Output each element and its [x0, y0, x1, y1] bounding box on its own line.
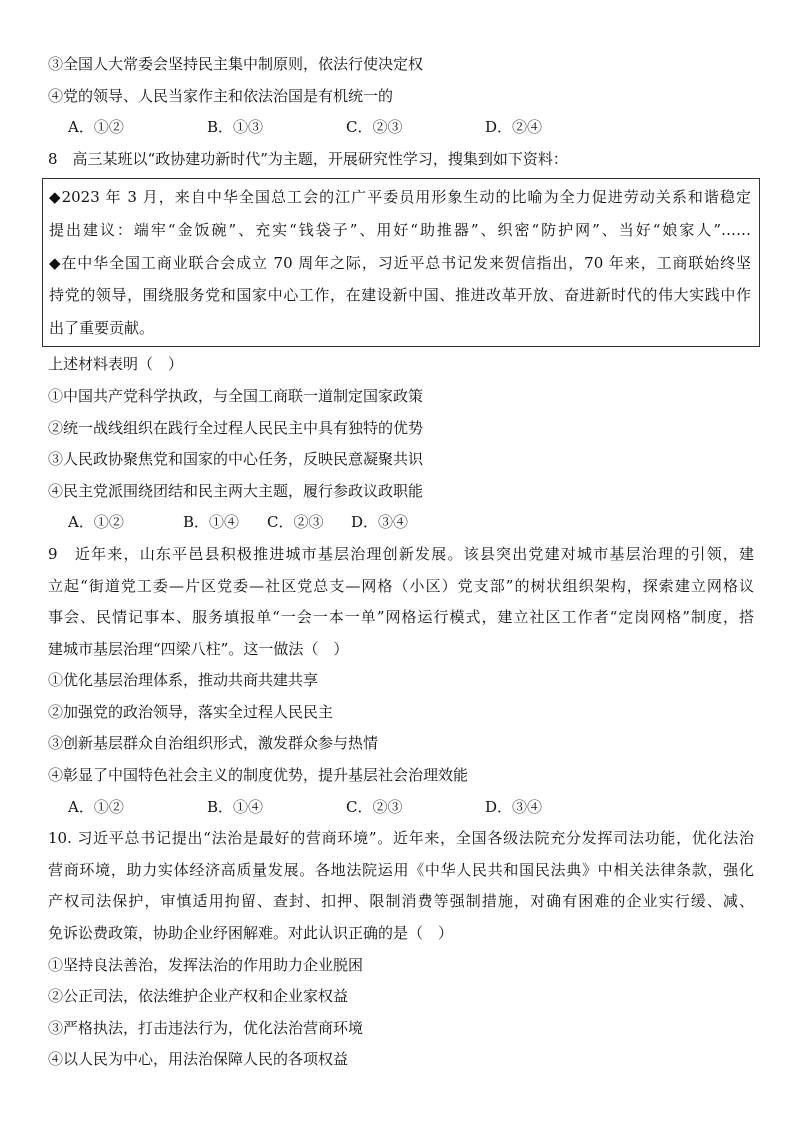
q7-option-b[interactable]: B．①③ [207, 118, 264, 137]
q8-material-box [42, 178, 760, 347]
q9-option-c[interactable]: C．②③ [346, 797, 403, 816]
q9-option-b[interactable]: B．①④ [207, 797, 264, 816]
q9-options [48, 792, 754, 824]
q7-option-a[interactable]: A．①② [68, 118, 124, 137]
q7-item-4: ④党的领导、人民当家作主和依法治国是有机统一的 [48, 86, 394, 105]
q8-material-line: 提出建议：端牢“金饭碗”、充实“钱袋子”、用好“助推器”、织密“防护网”、当好“娘家人”…… [49, 220, 751, 239]
q8-item-2: ②统一战线组织在践行全过程人民民主中具有独特的优势 [48, 418, 424, 437]
q8-option-a[interactable]: A．①② [68, 513, 124, 532]
q7-item-3: ③全国人大常委会坚持民主集中制原则，依法行使决定权 [48, 55, 424, 73]
q8-item-4: ④民主党派围绕团结和民主两大主题，履行参政议政职能 [48, 481, 424, 500]
q7-options [48, 112, 754, 144]
q9-stem-line: 建城市基层治理“四梁八柱”。这一做法（ ） [48, 639, 349, 658]
q10-item-3: ③严格执法，打击违法行为，优化法治营商环境 [48, 1018, 364, 1037]
q7-option-d[interactable]: D．②④ [485, 118, 543, 137]
q10-stem-line: 产权司法保护，审慎适用拘留、查封、扣押、限制消费等强制措施，对确有困难的企业实行缓、减、 [48, 892, 754, 911]
q9-stem-line: 9 近年来，山东平邑县积极推进城市基层治理创新发展。该县突出党建对城市基层治理的引领，建 [48, 544, 754, 563]
q8-material-line: 持党的领导，围绕服务党和国家中心工作，在建设新中国、推进改革开放、奋进新时代的伟大实践中作 [49, 286, 751, 305]
q8-question: 上述材料表明（ ） [48, 355, 184, 374]
q10-item-1: ①坚持良法善治，发挥法治的作用助力企业脱困 [48, 955, 364, 974]
q8-material-line: 出了重要贡献。 [49, 318, 155, 337]
q8-option-b[interactable]: B．①④ [183, 513, 240, 532]
q10-item-4: ④以人民为中心，用法治保障人民的各项权益 [48, 1050, 349, 1069]
q10-stem-line: 免诉讼费政策，协助企业纾困解难。对此认识正确的是（ ） [48, 924, 454, 943]
q9-stem-line: 事会、民情记事本、服务填报单“一会一本一单”网格运行模式，建立社区工作者“定岗网格”制度，搭 [48, 608, 754, 627]
q8-material-line: ◆在中华全国工商业联合会成立 70 周年之际，习近平总书记发来贺信指出，70 年来，工商联始终坚 [49, 253, 751, 272]
q9-item-1: ①优化基层治理体系，推动共商共建共享 [48, 671, 319, 690]
q10-stem-line: 10. 习近平总书记提出“法治是最好的营商环境”。近年来，全国各级法院充分发挥司法功能，优化法治 [48, 829, 754, 848]
q9-item-3: ③创新基层群众自治组织形式，激发群众参与热情 [48, 734, 379, 753]
q9-option-a[interactable]: A．①② [68, 797, 124, 816]
q8-item-1: ①中国共产党科学执政，与全国工商联一道制定国家政策 [48, 386, 424, 405]
q9-item-4: ④彰显了中国特色社会主义的制度优势，提升基层社会治理效能 [48, 766, 469, 785]
q8-stem: 8 高三某班以“政协建功新时代”为主题，开展研究性学习，搜集到如下资料： [48, 149, 568, 168]
q10-stem-line: 营商环境，助力实体经济高质量发展。各地法院运用《中华人民共和国民法典》中相关法律条款，强化 [48, 860, 754, 879]
q8-option-c[interactable]: C．②③ [267, 513, 324, 532]
q8-option-d[interactable]: D．③④ [351, 513, 409, 532]
q9-option-d[interactable]: D．③④ [485, 797, 543, 816]
exam-page [48, 49, 754, 1076]
q8-options [48, 507, 754, 539]
q8-material-line: ◆2023 年 3 月，来自中华全国总工会的江广平委员用形象生动的比喻为全力促进劳动关系和谐稳定 [49, 188, 751, 207]
q10-item-2: ②公正司法，依法维护企业产权和企业家权益 [48, 987, 349, 1006]
q9-item-2: ②加强党的政治领导，落实全过程人民民主 [48, 702, 334, 721]
q8-item-3: ③人民政协聚焦党和国家的中心任务，反映民意凝聚共识 [48, 450, 424, 469]
q9-stem-line: 立起“街道党工委—片区党委—社区党总支—网格（小区）党支部”的树状组织架构，探索建立网格议 [48, 576, 754, 595]
q7-option-c[interactable]: C．②③ [346, 118, 403, 137]
